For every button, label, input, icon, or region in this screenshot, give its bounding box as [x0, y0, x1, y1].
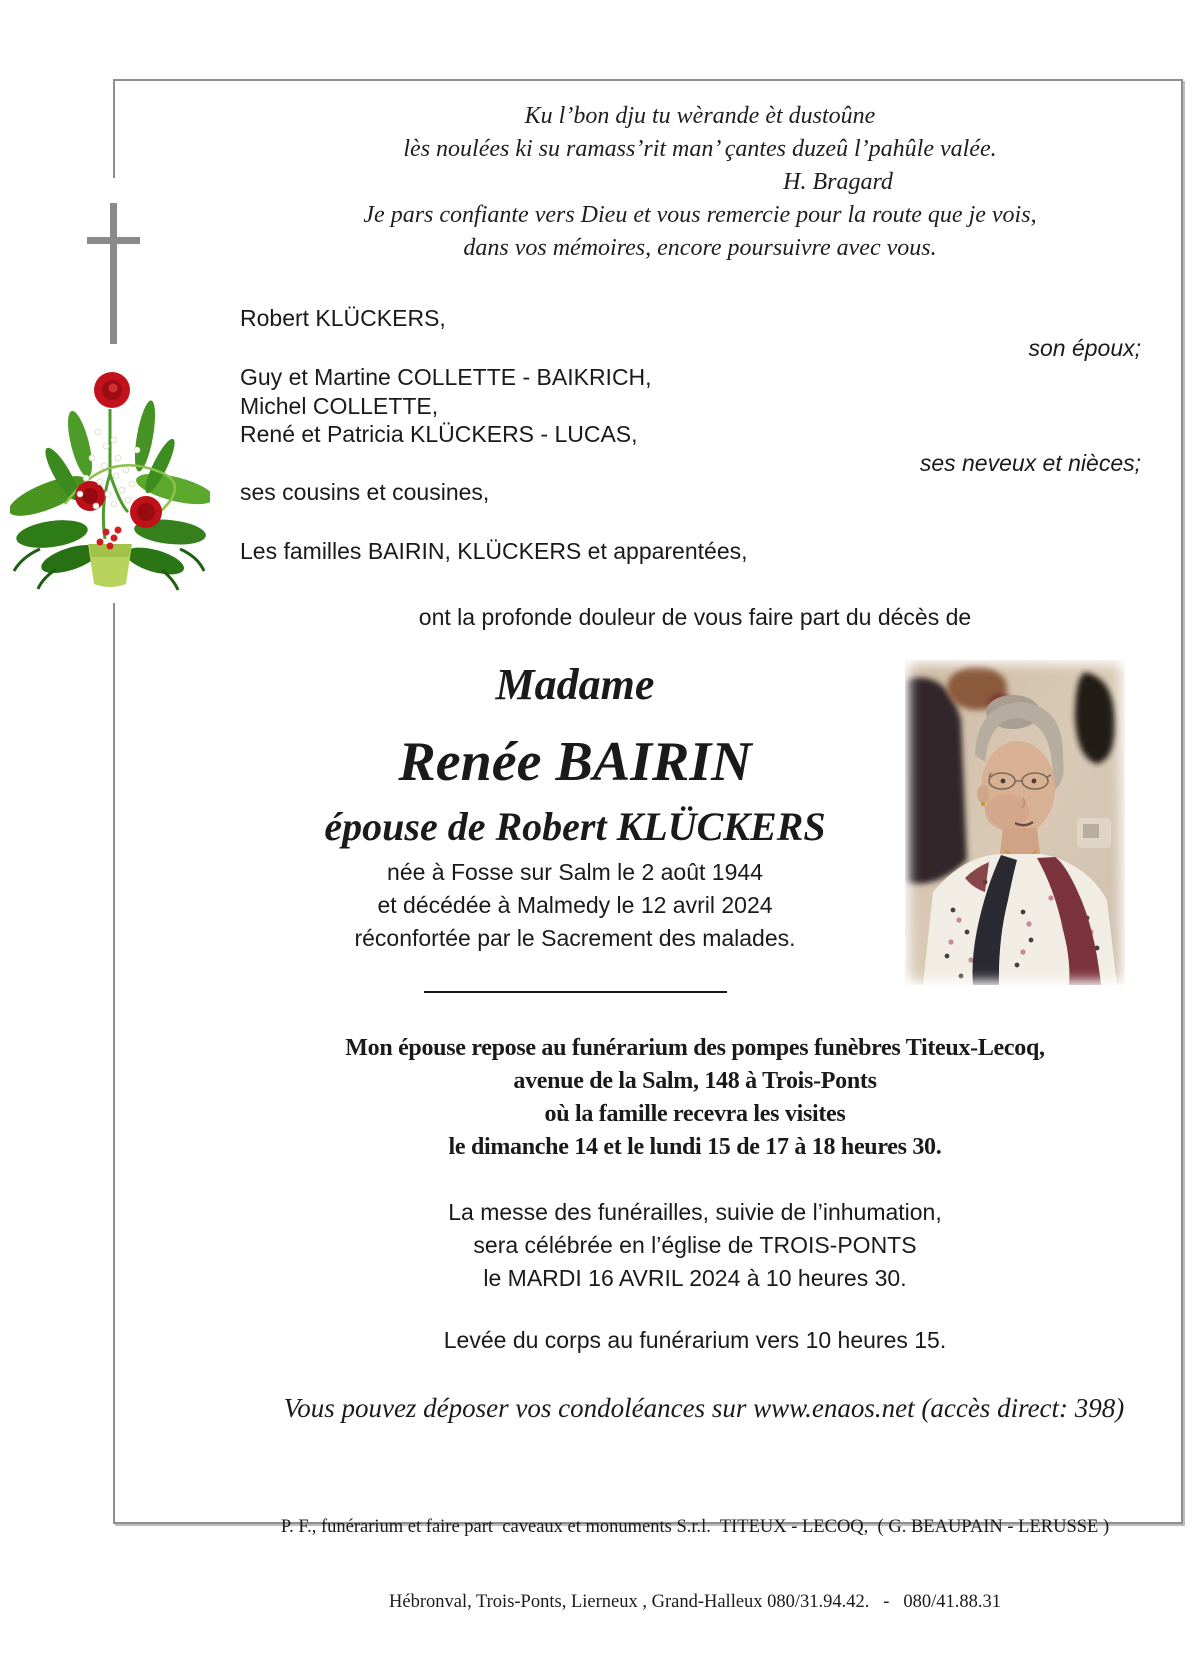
deceased-spouse-line: épouse de Robert KLÜCKERS [324, 804, 826, 849]
rose-bouquet-image [10, 354, 210, 591]
quote-line-1: Ku l’bon dju tu wèrande èt dustoûne [524, 103, 876, 129]
relation-husband: son époux; [1028, 335, 1141, 361]
quote-line-3: Je pars confiante vers Dieu et vous remercie pour la route que je vois, [363, 202, 1037, 228]
funeral-home-footer [211, 1465, 1179, 1665]
wake-info [211, 1032, 1179, 1164]
cross-horizontal-bar [87, 237, 140, 244]
mourner-nephew-2: Michel COLLETTE, [240, 393, 439, 419]
condolences-line: Vous pouvez déposer vos condoléances sur www.enaos.net (accès direct: 398) [283, 1393, 1125, 1423]
divider-line [424, 991, 727, 993]
mourner-husband: Robert KLÜCKERS, [240, 305, 446, 331]
mass-line-1: La messe des funérailles, suivie de l’inhumation, [448, 1199, 942, 1225]
mourner-nephew-3: René et Patricia KLÜCKERS - LUCAS, [240, 421, 638, 447]
cross-icon [85, 199, 145, 344]
deceased-name: Renée BAIRIN [398, 731, 752, 793]
deceased-title: Madame [495, 660, 655, 709]
wake-line-1: Mon épouse repose au funérarium des pompes funèbres Titeux-Lecoq, [345, 1035, 1045, 1061]
quote-line-4: dans vos mémoires, encore poursuivre avec vous. [463, 235, 937, 261]
mourner-families: Les familles BAIRIN, KLÜCKERS et apparentées, [240, 538, 748, 564]
birth-line: née à Fosse sur Salm le 2 août 1944 [387, 859, 763, 885]
portrait-photo-elderly-woman [905, 660, 1125, 985]
mourner-cousins: ses cousins et cousines, [240, 479, 490, 505]
wake-line-4: le dimanche 14 et le lundi 15 de 17 à 18 heures 30. [448, 1134, 942, 1160]
cross-vertical-bar [110, 203, 117, 344]
quote-line-2: lès noulées ki su ramass’rit man’ çantes duzeû l’pahûle valée. [403, 136, 997, 162]
mass-line-3: le MARDI 16 AVRIL 2024 à 10 heures 30. [483, 1265, 907, 1291]
death-line: et décédée à Malmedy le 12 avril 2024 [377, 892, 773, 918]
card-page [113, 79, 1183, 1612]
wake-line-2: avenue de la Salm, 148 à Trois-Ponts [513, 1068, 877, 1094]
mass-line-2: sera célébrée en l’église de TROIS-PONTS [473, 1232, 917, 1258]
announcement-line: ont la profonde douleur de vous faire part du décès de [418, 604, 972, 630]
footer-line-1: P. F., funérarium et faire part caveaux et monuments S.r.l. TITEUX - LECOQ, ( G. BEAUPAIN - LERUSSE ) [280, 1517, 1110, 1537]
opening-quote [221, 100, 1179, 265]
rose-bouquet-graphic [10, 354, 210, 591]
sacrament-line: réconfortée par le Sacrement des malades. [354, 925, 796, 951]
relation-nephews: ses neveux et nièces; [919, 450, 1141, 476]
quote-attribution: H. Bragard [783, 169, 893, 195]
levee-line: Levée du corps au funérarium vers 10 heures 15. [443, 1327, 947, 1353]
mass-info [211, 1196, 1179, 1295]
portrait-photo [905, 660, 1125, 985]
footer-line-2: Hébronval, Trois-Ponts, Lierneux , Grand-Halleux 080/31.94.42. - 080/41.88.31 [389, 1592, 1001, 1612]
mourner-nephew-1: Guy et Martine COLLETTE - BAIKRICH, [240, 364, 652, 390]
wake-line-3: où la famille recevra les visites [544, 1101, 846, 1127]
